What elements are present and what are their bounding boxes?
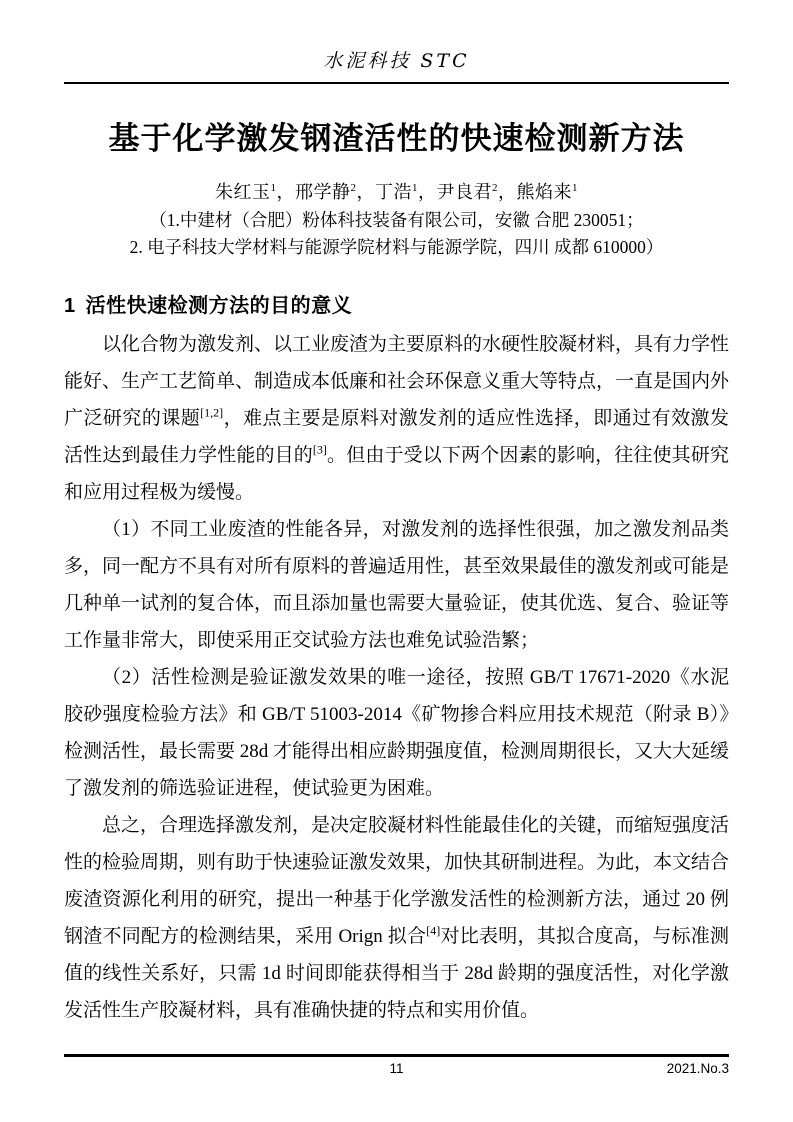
- issue-label: 2021.No.3: [666, 1061, 729, 1076]
- affiliations: [0, 207, 793, 261]
- paragraph: [64, 511, 729, 659]
- author-affil-sup: 1: [412, 181, 418, 194]
- footer-divider: [64, 1054, 729, 1057]
- author-affil-sup: 1: [572, 181, 578, 194]
- article-body: [64, 326, 729, 1029]
- footer-row: [64, 1061, 729, 1081]
- paragraph-text: （2）活性检测是验证激发效果的唯一途径，按照 GB/T 17671-2020《水泥胶砂强度检验方法》和 GB/T 51003-2014《矿物掺合料应用技术规范（附录 B）》检测活性，最长需要 28d 才能得出相应龄期强度值，检测周期很长，又大大延缓了激发剂的筛选验证进程，使试验更为困难。: [64, 666, 730, 799]
- page-footer: [64, 1054, 729, 1081]
- paper-title: 基于化学激发钢渣活性的快速检测新方法: [108, 121, 685, 156]
- citation-ref: [3]: [312, 442, 327, 457]
- author-name: ，丁浩: [356, 181, 412, 202]
- author-name: ，邢学静: [276, 181, 351, 202]
- paragraph-text: 对比表明，其拟合度高，与标准测值的线性关系好，只需 1d 时间即能获得相当于 28d 龄期的强度活性，对化学激发活性生产胶凝材料，具有准确快捷的特点和实用价值。: [64, 925, 729, 1021]
- citation-ref: [4]: [426, 923, 441, 938]
- page-number: 11: [389, 1061, 404, 1076]
- section-title: 活性快速检测方法的目的意义: [85, 294, 353, 317]
- authors-line: [0, 178, 793, 204]
- affiliation-line: （1.中建材（合肥）粉体科技装备有限公司，安徽 合肥 230051；: [149, 209, 644, 230]
- author-name: 朱红玉: [215, 181, 271, 202]
- paragraph-text: ，难点主要是原料对激发剂的适应性选择，即通过有效激发活性达到最佳力学性能的目的: [64, 407, 729, 466]
- author-name: ，尹良君: [418, 181, 492, 202]
- citation-ref: [1,2]: [200, 405, 224, 420]
- journal-running-head: 水泥科技 STC: [323, 50, 470, 72]
- paragraph: [64, 807, 729, 1029]
- author-affil-sup: 2: [350, 181, 357, 194]
- section-number: 1: [64, 294, 76, 317]
- author-affil-sup: 1: [270, 181, 277, 194]
- header-divider: [64, 82, 729, 84]
- author-affil-sup: 2: [492, 181, 498, 194]
- section-heading: [64, 289, 729, 318]
- affiliation-line: 2. 电子科技大学材料与能源学院材料与能源学院，四川 成都 610000）: [129, 236, 664, 257]
- paragraph-text: （1）不同工业废渣的性能各异，对激发剂的选择性很强，加之激发剂品类多，同一配方不具有对所有原料的普遍适用性，甚至效果最佳的激发剂或可能是几种单一试剂的复合体，而且添加量也需要大量验证，使其优选、复合、验证等工作量非常大，即使采用正交试验方法也难免试验浩繁；: [64, 518, 730, 651]
- paragraph: [64, 326, 729, 511]
- paragraph: [64, 659, 729, 807]
- paragraph-text: 以化合物为激发剂、以工业废渣为主要原料的水硬性胶凝材料，具有力学性能好、生产工艺简单、制造成本低廉和社会环保意义重大等特点，一直是国内外广泛研究的课题: [64, 333, 730, 429]
- paragraph-text: 。但由于受以下两个因素的影响，往往使其研究和应用过程极为缓慢。: [64, 444, 729, 503]
- author-name: ，熊焰来: [498, 181, 572, 202]
- paragraph-text: 总之，合理选择激发剂，是决定胶凝材料性能最佳化的关键，而缩短强度活性的检验周期，则有助于快速验证激发效果，加快其研制进程。为此，本文结合废渣资源化利用的研究，提出一种基于化学激发活性的检测新方法，通过 20 例钢渣不同配方的检测结果，采用 Orign 拟合: [64, 814, 730, 947]
